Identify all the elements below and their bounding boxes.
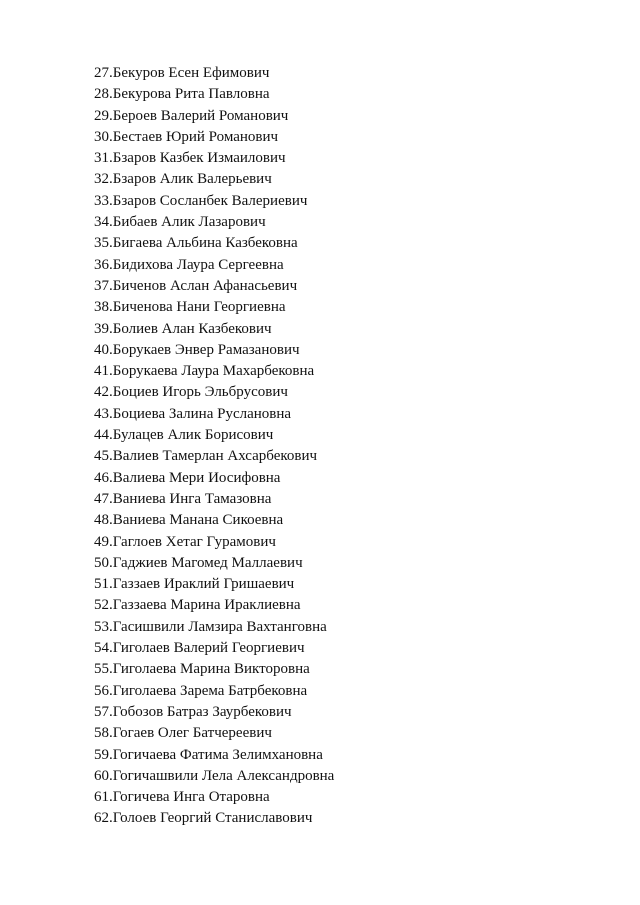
list-item: 61.Гогичева Инга Отаровна <box>94 789 270 806</box>
list-item: 58.Гогаев Олег Батчереевич <box>94 725 272 742</box>
list-item: 54.Гиголаев Валерий Георгиевич <box>94 640 305 657</box>
list-item: 42.Боциев Игорь Эльбрусович <box>94 384 288 401</box>
list-item: 48.Ваниева Манана Сикоевна <box>94 512 284 529</box>
list-item: 57.Гобозов Батраз Заурбекович <box>94 703 292 720</box>
list-item: 37.Биченов Аслан Афанасьевич <box>94 277 298 294</box>
list-item: 29.Бероев Валерий Романович <box>94 107 289 124</box>
list-item: 52.Газзаева Марина Ираклиевна <box>94 597 301 614</box>
list-item: 38.Биченова Нани Георгиевна <box>94 299 286 316</box>
list-item: 34.Бибаев Алик Лазарович <box>94 214 266 231</box>
list-item: 36.Бидихова Лаура Сергеевна <box>94 256 284 273</box>
list-item: 53.Гасишвили Ламзира Вахтанговна <box>94 618 327 635</box>
list-item: 45.Валиев Тамерлан Ахсарбекович <box>94 448 318 465</box>
list-item: 28.Бекурова Рита Павловна <box>94 86 270 103</box>
list-item: 60.Гогичашвили Лела Александровна <box>94 767 335 784</box>
list-item: 40.Борукаев Энвер Рамазанович <box>94 341 300 358</box>
list-item: 50.Гаджиев Магомед Маллаевич <box>94 554 303 571</box>
list-item: 31.Бзаров Казбек Измаилович <box>94 150 286 167</box>
list-item: 30.Бестаев Юрий Романович <box>94 128 279 145</box>
list-item: 56.Гиголаева Зарема Батрбековна <box>94 682 308 699</box>
list-item: 62.Голоев Георгий Станиславович <box>94 810 313 827</box>
list-item: 55.Гиголаева Марина Викторовна <box>94 661 310 678</box>
list-item: 32.Бзаров Алик Валерьевич <box>94 171 272 188</box>
list-item: 39.Болиев Алан Казбекович <box>94 320 272 337</box>
list-item: 33.Бзаров Сосланбек Валериевич <box>94 192 308 209</box>
list-item: 35.Бигаева Альбина Казбековна <box>94 235 298 252</box>
name-list <box>94 63 334 830</box>
list-item: 59.Гогичаева Фатима Зелимхановна <box>94 746 323 763</box>
list-item: 43.Боциева Залина Руслановна <box>94 405 292 422</box>
list-item: 44.Булацев Алик Борисович <box>94 427 274 444</box>
list-item: 51.Газзаев Ираклий Гришаевич <box>94 576 295 593</box>
list-item: 47.Ваниева Инга Тамазовна <box>94 490 272 507</box>
list-item: 41.Борукаева Лаура Махарбековна <box>94 363 315 380</box>
list-item: 49.Гаглоев Хетаг Гурамович <box>94 533 276 550</box>
list-item: 27.Бекуров Есен Ефимович <box>94 65 270 81</box>
list-item: 46.Валиева Мери Иосифовна <box>94 469 281 486</box>
